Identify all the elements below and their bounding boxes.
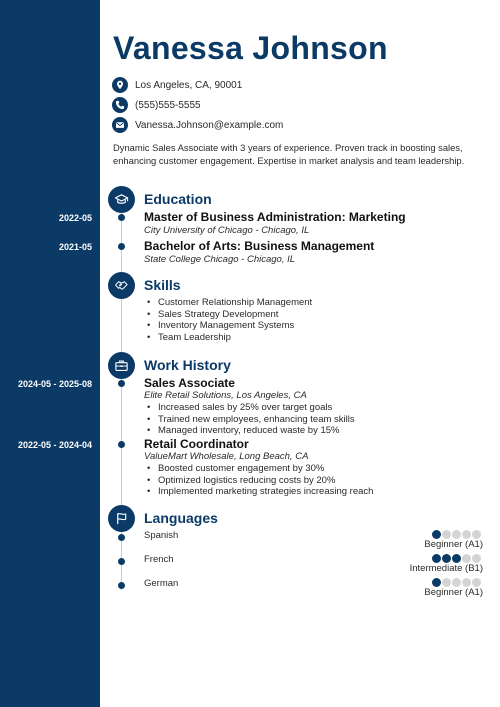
- job-duty: • Optimized logistics reducing costs by 20%: [144, 475, 373, 487]
- language-name: French: [144, 554, 174, 565]
- envelope-icon: [112, 117, 128, 133]
- professional-summary: Dynamic Sales Associate with 3 years of experience. Proven track in boosting sales, enhancing customer engagement. Expertise in market analysis and team leadership.: [113, 142, 465, 166]
- phone-icon: [112, 97, 128, 113]
- rating-dot: [462, 554, 471, 563]
- job-company: ValueMart Wholesale, Long Beach, CA: [144, 451, 309, 462]
- rating-dot: [452, 530, 461, 539]
- rating-dot: [462, 578, 471, 587]
- education-heading: Education: [144, 191, 212, 207]
- language-rating: [432, 554, 482, 563]
- rating-dot: [452, 554, 461, 563]
- rating-dot: [442, 578, 451, 587]
- handshake-icon: [108, 272, 135, 299]
- job-duties-list: [144, 463, 373, 498]
- skill-item: • Customer Relationship Management: [144, 297, 312, 309]
- education-school: State College Chicago - Chicago, IL: [144, 254, 296, 265]
- timeline-dot: [118, 243, 125, 250]
- language-level: Beginner (A1): [424, 587, 483, 598]
- rating-dot: [442, 554, 451, 563]
- job-duty: • Trained new employees, enhancing team skills: [144, 414, 355, 426]
- language-name: German: [144, 578, 179, 589]
- timeline-dot: [118, 534, 125, 541]
- rating-dot: [472, 554, 481, 563]
- language-rating: [432, 530, 482, 539]
- job-duty: • Managed inventory, reduced waste by 15%: [144, 425, 355, 437]
- job-duty: • Boosted customer engagement by 30%: [144, 463, 373, 475]
- education-degree: Master of Business Administration: Marketing: [144, 210, 406, 224]
- skills-list: [144, 297, 312, 343]
- language-rating: [432, 578, 482, 587]
- phone-text: (555)555-5555: [135, 99, 201, 111]
- rating-dot: [472, 578, 481, 587]
- timeline-dot: [118, 558, 125, 565]
- languages-heading: Languages: [144, 510, 218, 526]
- sidebar-band: [0, 0, 100, 707]
- work-history-heading: Work History: [144, 357, 231, 373]
- job-duty: • Increased sales by 25% over target goals: [144, 402, 355, 414]
- skill-item: • Sales Strategy Development: [144, 309, 312, 321]
- education-school: City University of Chicago - Chicago, IL: [144, 225, 310, 236]
- education-date: 2021-05: [58, 242, 92, 252]
- skills-heading: Skills: [144, 277, 181, 293]
- timeline-dot: [118, 441, 125, 448]
- language-level: Beginner (A1): [424, 539, 483, 550]
- skill-item: • Inventory Management Systems: [144, 320, 312, 332]
- rating-dot: [432, 530, 441, 539]
- work-date: 2022-05 - 2024-04: [17, 440, 92, 450]
- timeline-dot: [118, 380, 125, 387]
- timeline-dot: [118, 582, 125, 589]
- timeline-dot: [118, 214, 125, 221]
- rating-dot: [452, 578, 461, 587]
- candidate-name: Vanessa Johnson: [113, 30, 388, 66]
- contact-email: [112, 116, 283, 134]
- job-company: Elite Retail Solutions, Los Angeles, CA: [144, 390, 307, 401]
- rating-dot: [432, 578, 441, 587]
- briefcase-icon: [108, 352, 135, 379]
- job-duty: • Implemented marketing strategies increasing reach: [144, 486, 373, 498]
- language-name: Spanish: [144, 530, 179, 541]
- email-text[interactable]: Vanessa.Johnson@example.com: [135, 119, 284, 131]
- rating-dot: [442, 530, 451, 539]
- job-title: Retail Coordinator: [144, 437, 249, 451]
- rating-dot: [472, 530, 481, 539]
- flag-icon: [108, 505, 135, 532]
- graduation-cap-icon: [108, 186, 135, 213]
- education-date: 2022-05: [58, 213, 92, 223]
- education-degree: Bachelor of Arts: Business Management: [144, 239, 375, 253]
- language-level: Intermediate (B1): [409, 563, 483, 574]
- job-duties-list: [144, 402, 355, 437]
- contact-location: [112, 76, 242, 94]
- contact-phone: [112, 96, 201, 114]
- map-pin-icon: [112, 77, 128, 93]
- job-title: Sales Associate: [144, 376, 235, 390]
- skill-item: • Team Leadership: [144, 332, 312, 344]
- location-text: Los Angeles, CA, 90001: [135, 79, 243, 91]
- rating-dot: [462, 530, 471, 539]
- rating-dot: [432, 554, 441, 563]
- work-date: 2024-05 - 2025-08: [17, 379, 92, 389]
